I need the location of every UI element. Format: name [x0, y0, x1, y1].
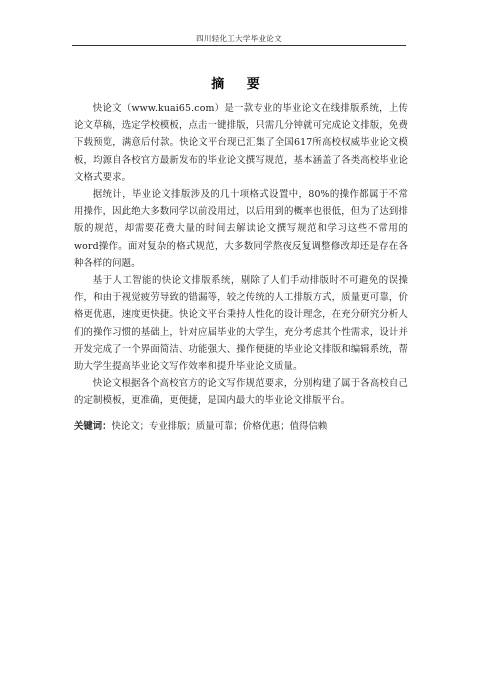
keywords-text: 快论文；专业排版；质量可靠；价格优惠；值得信赖 — [111, 420, 328, 432]
keywords-line — [74, 418, 408, 435]
abstract-body — [74, 100, 408, 435]
running-header: 四川轻化工大学毕业论文 — [196, 34, 282, 43]
abstract-paragraph-3: 基于人工智能的快论文排版系统，剔除了人们手动排版时不可避免的误操作，和由于视觉疲劳导致的错漏等，较之传统的人工排版方式，质量更可靠，价格更优惠，速度更快捷。快论文平台秉持人性化的设计理念，在充分研究分析人们的操作习惯的基础上，针对应届毕业的大学生，充分考虑其个性需求，设计并开发完成了一个界面简洁、功能强大、操作便捷的毕业论文排版和编辑系统，帮助大学生提高毕业论文写作效率和提升毕业论文质量。 — [74, 275, 408, 373]
keywords-label: 关键词： — [74, 420, 112, 432]
abstract-paragraph-4: 快论文根据各个高校官方的论文写作规范要求，分别构建了属于各高校自己的定制模板，更准确，更便捷，是国内最大的毕业论文排版平台。 — [74, 378, 408, 407]
abstract-paragraph-2: 据统计，毕业论文排版涉及的几十项格式设置中，80%的操作都属于不常用操作，因此绝大多数同学以前没用过，以后用到的概率也很低，但为了达到排版的规范，却需要花费大量的时间去解读论文撰写规范和学习这些不常用的word操作。面对复杂的格式规范，大多数同学熬夜反复调整修改却还是存在各种各样的问题。 — [74, 189, 408, 269]
abstract-paragraph-1: 快论文（www.kuai65.com）是一款专业的毕业论文在线排版系统，上传论文草稿，选定学校模板，点击一键排版，只需几分钟就可完成论文排版，免费下载预览，满意后付款。快论文平台现已汇集了全国617所高校权威毕业论文模板，均源自各校官方最新发布的毕业论文撰写规范，基本涵盖了各类高校毕业论文格式要求。 — [74, 103, 408, 183]
header-rule — [72, 45, 406, 46]
abstract-title: 摘 要 — [211, 77, 269, 92]
